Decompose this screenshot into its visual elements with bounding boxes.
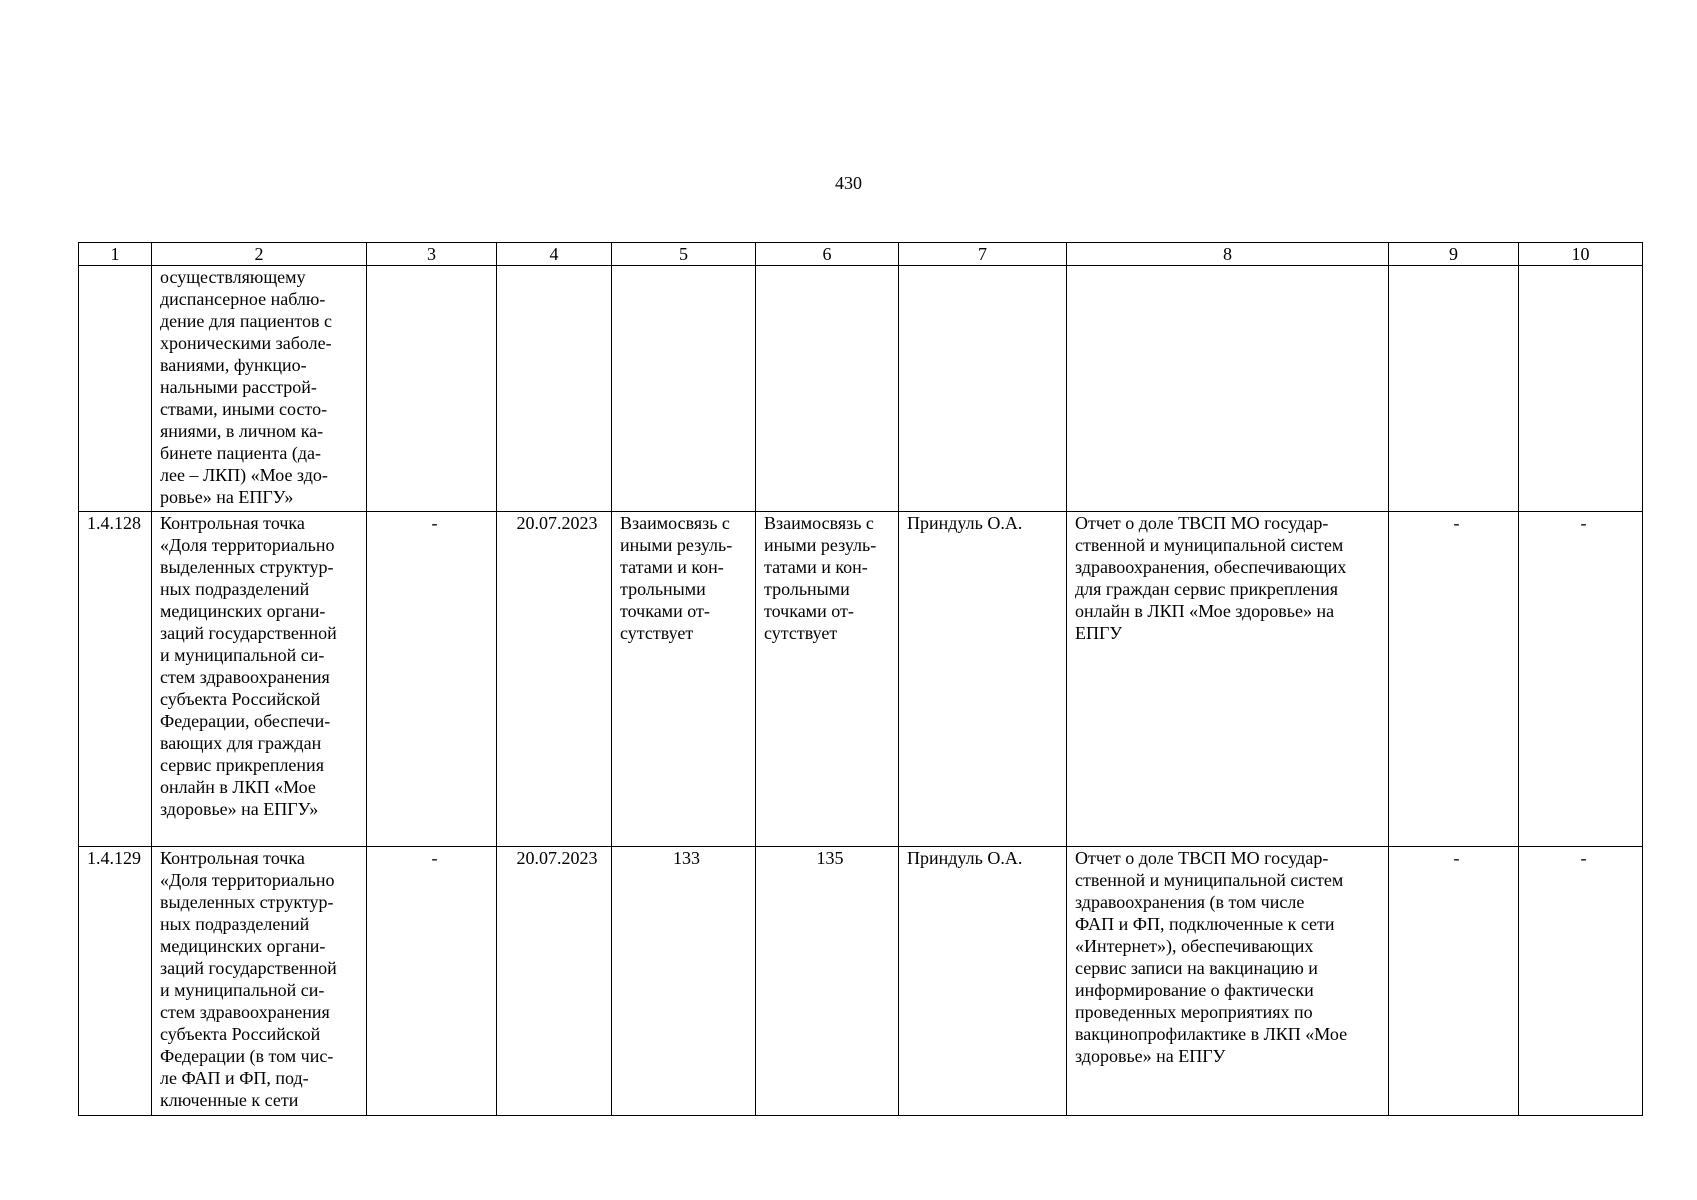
column-header: 4 [497,243,612,266]
cell-text-line: стем здравоохранения [160,667,330,687]
cell-text-line: здоровье» на ЕПГУ [1075,1046,1226,1066]
table-row [79,266,1643,512]
cell-col3 [367,266,497,512]
cell-text-line: ровье» на ЕПГУ» [160,487,294,507]
cell-text-line: медицинских органи- [160,936,326,956]
column-header: 8 [1067,243,1389,266]
cell-col10: - [1519,512,1643,847]
cell-col5 [612,266,756,512]
cell-col9 [1389,266,1519,512]
cell-text-line: татами и кон- [620,557,724,577]
cell-col10: - [1519,847,1643,1116]
cell-text-line: ных подразделений [160,914,310,934]
cell-text-line: медицинских органи- [160,601,326,621]
cell-text-line: стем здравоохранения [160,1002,330,1022]
cell-col5 [612,512,756,847]
cell-text-line: онлайн в ЛКП «Мое [160,777,316,797]
item-description [152,847,367,1116]
cell-text-line: заций государственной [160,958,337,978]
cell-text-line: яниями, в личном ка- [160,421,324,441]
responsible-person [899,266,1067,512]
cell-text-line: ваниями, функцио- [160,355,307,375]
cell-text-line: ствами, иными состо- [160,399,328,419]
cell-text-line: иными резуль- [764,535,877,555]
cell-text-line: выделенных структур- [160,557,334,577]
cell-col10 [1519,266,1643,512]
cell-text-line: иными резуль- [620,535,733,555]
cell-text-line: 135 [816,848,844,868]
report-description [1067,266,1389,512]
cell-col3: - [367,847,497,1116]
cell-text-line: ключенные к сети [160,1090,299,1110]
column-header: 7 [899,243,1067,266]
cell-text-line: хроническими заболе- [160,333,332,353]
cell-text-line: «Доля территориально [160,535,335,555]
cell-text-line: «Доля территориально [160,870,335,890]
cell-text-line: заций государственной [160,623,337,643]
cell-text-line: трольными [620,579,706,599]
cell-text-line: ственной и муниципальной систем [1075,870,1344,890]
cell-text-line: диспансерное наблю- [160,289,326,309]
cell-text-line: осуществляющему [160,267,306,287]
row-number [79,266,152,512]
cell-text-line: Федерации, обеспечи- [160,711,331,731]
cell-text-line: сутствует [620,623,694,643]
column-header: 6 [756,243,899,266]
cell-text-line: ных подразделений [160,579,310,599]
date-cell [497,266,612,512]
report-description [1067,512,1389,847]
item-description [152,512,367,847]
cell-text-line: ственной и муниципальной систем [1075,535,1344,555]
cell-col6 [756,847,899,1116]
cell-text-line: Отчет о доле ТВСП МО государ- [1075,848,1329,868]
cell-text-line: и муниципальной си- [160,980,325,1000]
responsible-person: Приндуль О.А. [899,847,1067,1116]
column-header: 3 [367,243,497,266]
cell-text-line: субъекта Российской [160,1024,321,1044]
cell-text-line: ЕПГУ [1075,623,1123,643]
report-description [1067,847,1389,1116]
cell-text-line: Контрольная точка [160,513,305,533]
cell-text-line: ле ФАП и ФП, под- [160,1068,309,1088]
cell-text-line: точками от- [620,601,710,621]
cell-text-line: сервис записи на вакцинацию и [1075,958,1318,978]
date-cell: 20.07.2023 [497,512,612,847]
cell-text-line: для граждан сервис прикрепления [1075,579,1338,599]
row-number: 1.4.129 [79,847,152,1116]
cell-text-line: и муниципальной си- [160,645,325,665]
cell-text-line: вакцинопрофилактике в ЛКП «Мое [1075,1024,1348,1044]
cell-text-line: татами и кон- [764,557,868,577]
cell-text-line: лее – ЛКП) «Мое здо- [160,465,328,485]
cell-text-line: бинете пациента (да- [160,443,321,463]
cell-text-line: «Интернет»), обеспечивающих [1075,936,1314,956]
cell-text-line: 133 [673,848,700,868]
cell-text-line: информирование о фактически [1075,980,1314,1000]
table-row [79,847,1643,1116]
column-header: 10 [1519,243,1643,266]
responsible-person: Приндуль О.А. [899,512,1067,847]
cell-text-line: нальными расстрой- [160,377,317,397]
cell-text-line: здравоохранения, обеспечивающих [1075,557,1347,577]
cell-col5 [612,847,756,1116]
column-header: 9 [1389,243,1519,266]
cell-text-line: Федерации (в том чис- [160,1046,334,1066]
row-number: 1.4.128 [79,512,152,847]
cell-text-line: здоровье» на ЕПГУ» [160,799,319,819]
cell-text-line: сервис прикрепления [160,755,324,775]
page-number: 430 [835,173,862,193]
item-description [152,266,367,512]
cell-col6 [756,266,899,512]
table-header-row [79,243,1643,266]
cell-text-line: сутствует [764,623,838,643]
cell-text-line: Взаимосвязь с [764,513,874,533]
cell-col9: - [1389,512,1519,847]
document-table [78,242,1643,1116]
cell-text-line: субъекта Российской [160,689,321,709]
cell-text-line: ФАП и ФП, подключенные к сети [1075,914,1335,934]
cell-text-line: трольными [764,579,850,599]
column-header: 5 [612,243,756,266]
cell-text-line: здравоохранения (в том числе [1075,892,1305,912]
cell-text-line: онлайн в ЛКП «Мое здоровье» на [1075,601,1335,621]
cell-col3: - [367,512,497,847]
cell-text-line: Контрольная точка [160,848,305,868]
cell-text-line: точками от- [764,601,854,621]
table-row [79,512,1643,847]
cell-text-line: вающих для граждан [160,733,322,753]
cell-text-line: выделенных структур- [160,892,334,912]
column-header: 1 [79,243,152,266]
cell-text-line: дение для пациентов с [160,311,332,331]
date-cell: 20.07.2023 [497,847,612,1116]
cell-text-line: Взаимосвязь с [620,513,730,533]
cell-text-line: Отчет о доле ТВСП МО государ- [1075,513,1329,533]
cell-text-line: проведенных мероприятиях по [1075,1002,1313,1022]
column-header: 2 [152,243,367,266]
cell-col9: - [1389,847,1519,1116]
cell-col6 [756,512,899,847]
